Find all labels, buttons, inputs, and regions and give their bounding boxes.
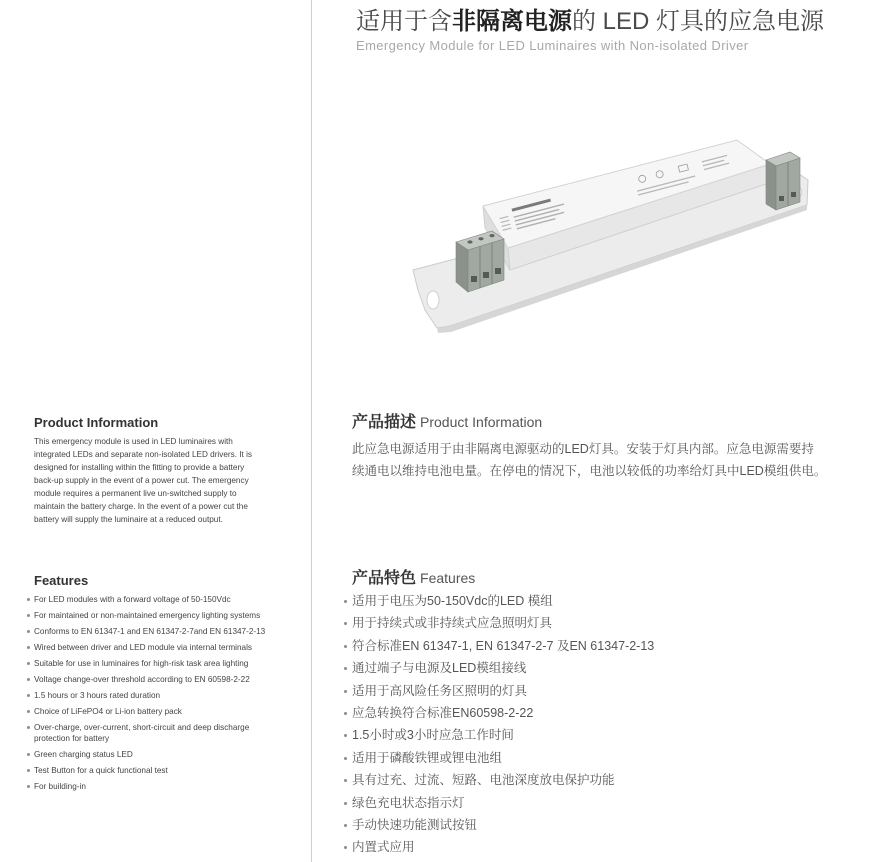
list-item <box>34 765 265 776</box>
list-item <box>352 657 654 679</box>
bullet-icon <box>344 667 347 670</box>
bullet-icon <box>344 824 347 827</box>
bullet-icon <box>344 645 347 648</box>
terminal-screw <box>478 237 483 240</box>
list-item <box>34 658 265 669</box>
bullet-icon <box>27 753 30 756</box>
list-item <box>352 724 654 746</box>
bullet-icon <box>27 646 30 649</box>
feature-text: 内置式应用 <box>352 840 415 855</box>
product-image <box>400 130 820 345</box>
list-item <box>34 674 265 685</box>
product-info-heading-en: Product Information <box>34 415 159 430</box>
list-item <box>352 635 654 657</box>
text-line: 续通电以维持电池电量。在停电的情况下，电池以较低的功率给灯具中LED模组供电。 <box>352 464 827 478</box>
heading-en: Features <box>420 570 476 586</box>
page-title <box>356 8 824 36</box>
bullet-icon <box>344 600 347 603</box>
list-item <box>34 642 265 653</box>
bullet-icon <box>344 690 347 693</box>
feature-text: Suitable for use in luminaires for high-risk task area lighting <box>34 659 249 668</box>
list-item <box>34 610 265 621</box>
wire-hole <box>779 196 784 201</box>
bullet-icon <box>27 678 30 681</box>
feature-text: 具有过充、过流、短路、电池深度放电保护功能 <box>352 773 615 788</box>
heading-cn: 产品特色 <box>352 570 417 587</box>
bullet-icon <box>344 846 347 849</box>
bullet-icon <box>27 630 30 633</box>
feature-text: Wired between driver and LED module via internal terminals <box>34 643 252 652</box>
bullet-icon <box>27 785 30 788</box>
feature-text: Voltage change-over threshold according to EN 60598-2-22 <box>34 675 250 684</box>
feature-text: 符合标准EN 61347-1, EN 61347-2-7 及EN 61347-2-13 <box>352 638 655 653</box>
list-item <box>34 594 265 605</box>
bullet-icon <box>344 712 347 715</box>
list-item <box>34 626 265 637</box>
text-line: integrated LEDs and separate non-isolated LED drivers. It is <box>34 450 252 459</box>
product-info-heading <box>352 412 542 433</box>
feature-text: 适用于电压为50-150Vdc的LED 模组 <box>352 594 553 608</box>
bullet-icon <box>27 662 30 665</box>
column-divider <box>311 0 312 862</box>
feature-text: For maintained or non-maintained emergency lighting systems <box>34 611 261 620</box>
bullet-icon <box>344 757 347 760</box>
terminal-side <box>766 160 776 210</box>
bullet-icon <box>27 598 30 601</box>
list-item <box>352 612 654 634</box>
heading-en: Product Information <box>420 414 543 430</box>
list-item <box>352 836 654 858</box>
feature-text: 通过端子与电源及LED模组接线 <box>352 661 527 676</box>
feature-text: For LED modules with a forward voltage of 50-150Vdc <box>34 595 231 604</box>
list-item <box>352 680 654 702</box>
page-subtitle: Emergency Module for LED Luminaires with Non-isolated Driver <box>356 38 749 53</box>
text-line: battery will supply the luminaire at a reduced output. <box>34 515 223 524</box>
terminal-block-right <box>766 152 800 210</box>
bullet-icon <box>27 614 30 617</box>
product-info-text-cn <box>352 438 826 482</box>
feature-text: 绿色充电状态指示灯 <box>352 795 465 810</box>
bullet-icon <box>344 779 347 782</box>
features-heading-en: Features <box>34 573 89 588</box>
feature-text: 应急转换符合标准EN60598-2-22 <box>352 706 534 721</box>
text-line: maintain the battery charge. In the event of a power cut the <box>34 502 248 511</box>
list-item <box>352 792 654 814</box>
feature-text: Green charging status LED <box>34 750 133 759</box>
wire-hole <box>791 192 796 197</box>
title-suffix: 的 LED 灯具的应急电源 <box>572 8 825 35</box>
feature-text: 1.5小时或3小时应急工作时间 <box>352 728 514 743</box>
wire-hole <box>471 276 477 282</box>
terminal-screw <box>489 234 494 237</box>
bullet-icon <box>27 726 30 729</box>
bullet-icon <box>27 769 30 772</box>
title-bold: 非隔离电源 <box>452 8 572 35</box>
bullet-icon <box>27 694 30 697</box>
list-item <box>34 749 265 760</box>
list-item <box>352 814 654 836</box>
wire-hole <box>483 272 489 278</box>
feature-text: 1.5 hours or 3 hours rated duration <box>34 691 161 700</box>
feature-text: For building-in <box>34 782 86 791</box>
features-heading <box>352 568 475 589</box>
product-info-text-en <box>34 435 252 526</box>
list-item <box>352 702 654 724</box>
list-item <box>34 690 265 701</box>
feature-text: Test Button for a quick functional test <box>34 766 168 775</box>
text-line: This emergency module is used in LED luminaires with <box>34 437 233 446</box>
bullet-icon <box>344 802 347 805</box>
list-item <box>34 781 265 792</box>
heading-cn: 产品描述 <box>352 414 417 431</box>
feature-text: Over-charge, over-current, short-circuit and deep discharge protection for battery <box>34 723 250 743</box>
feature-text: 适用于磷酸铁锂或锂电池组 <box>352 750 503 765</box>
feature-text: Choice of LiFePO4 or Li-ion battery pack <box>34 707 182 716</box>
list-item <box>352 747 654 769</box>
terminal-screw <box>467 240 472 243</box>
list-item <box>34 722 265 744</box>
wire-hole <box>495 268 501 274</box>
bullet-icon <box>344 622 347 625</box>
list-item <box>34 706 265 717</box>
feature-text: 用于持续式或非持续式应急照明灯具 <box>352 616 553 631</box>
list-item <box>352 590 654 612</box>
feature-text: Conforms to EN 61347-1 and EN 61347-2-7and EN 61347-2-13 <box>34 627 266 636</box>
bullet-icon <box>27 710 30 713</box>
title-prefix: 适用于含 <box>356 8 452 35</box>
text-line: module requires a permanent live un-switched supply to <box>34 489 237 498</box>
list-item <box>352 769 654 791</box>
text-line: 此应急电源适用于由非隔离电源驱动的LED灯具。安装于灯具内部。应急电源需要持 <box>352 442 814 456</box>
features-list-cn <box>352 590 654 859</box>
text-line: back-up supply in the event of a power cut. The emergency <box>34 476 249 485</box>
feature-text: 手动快速功能测试按钮 <box>352 818 478 833</box>
features-list-en <box>34 594 265 797</box>
feature-text: 适用于高风险任务区照明的灯具 <box>352 683 528 698</box>
plate-notch-left <box>427 291 439 309</box>
text-line: designed for installing within the fitting to provide a battery <box>34 463 245 472</box>
bullet-icon <box>344 734 347 737</box>
